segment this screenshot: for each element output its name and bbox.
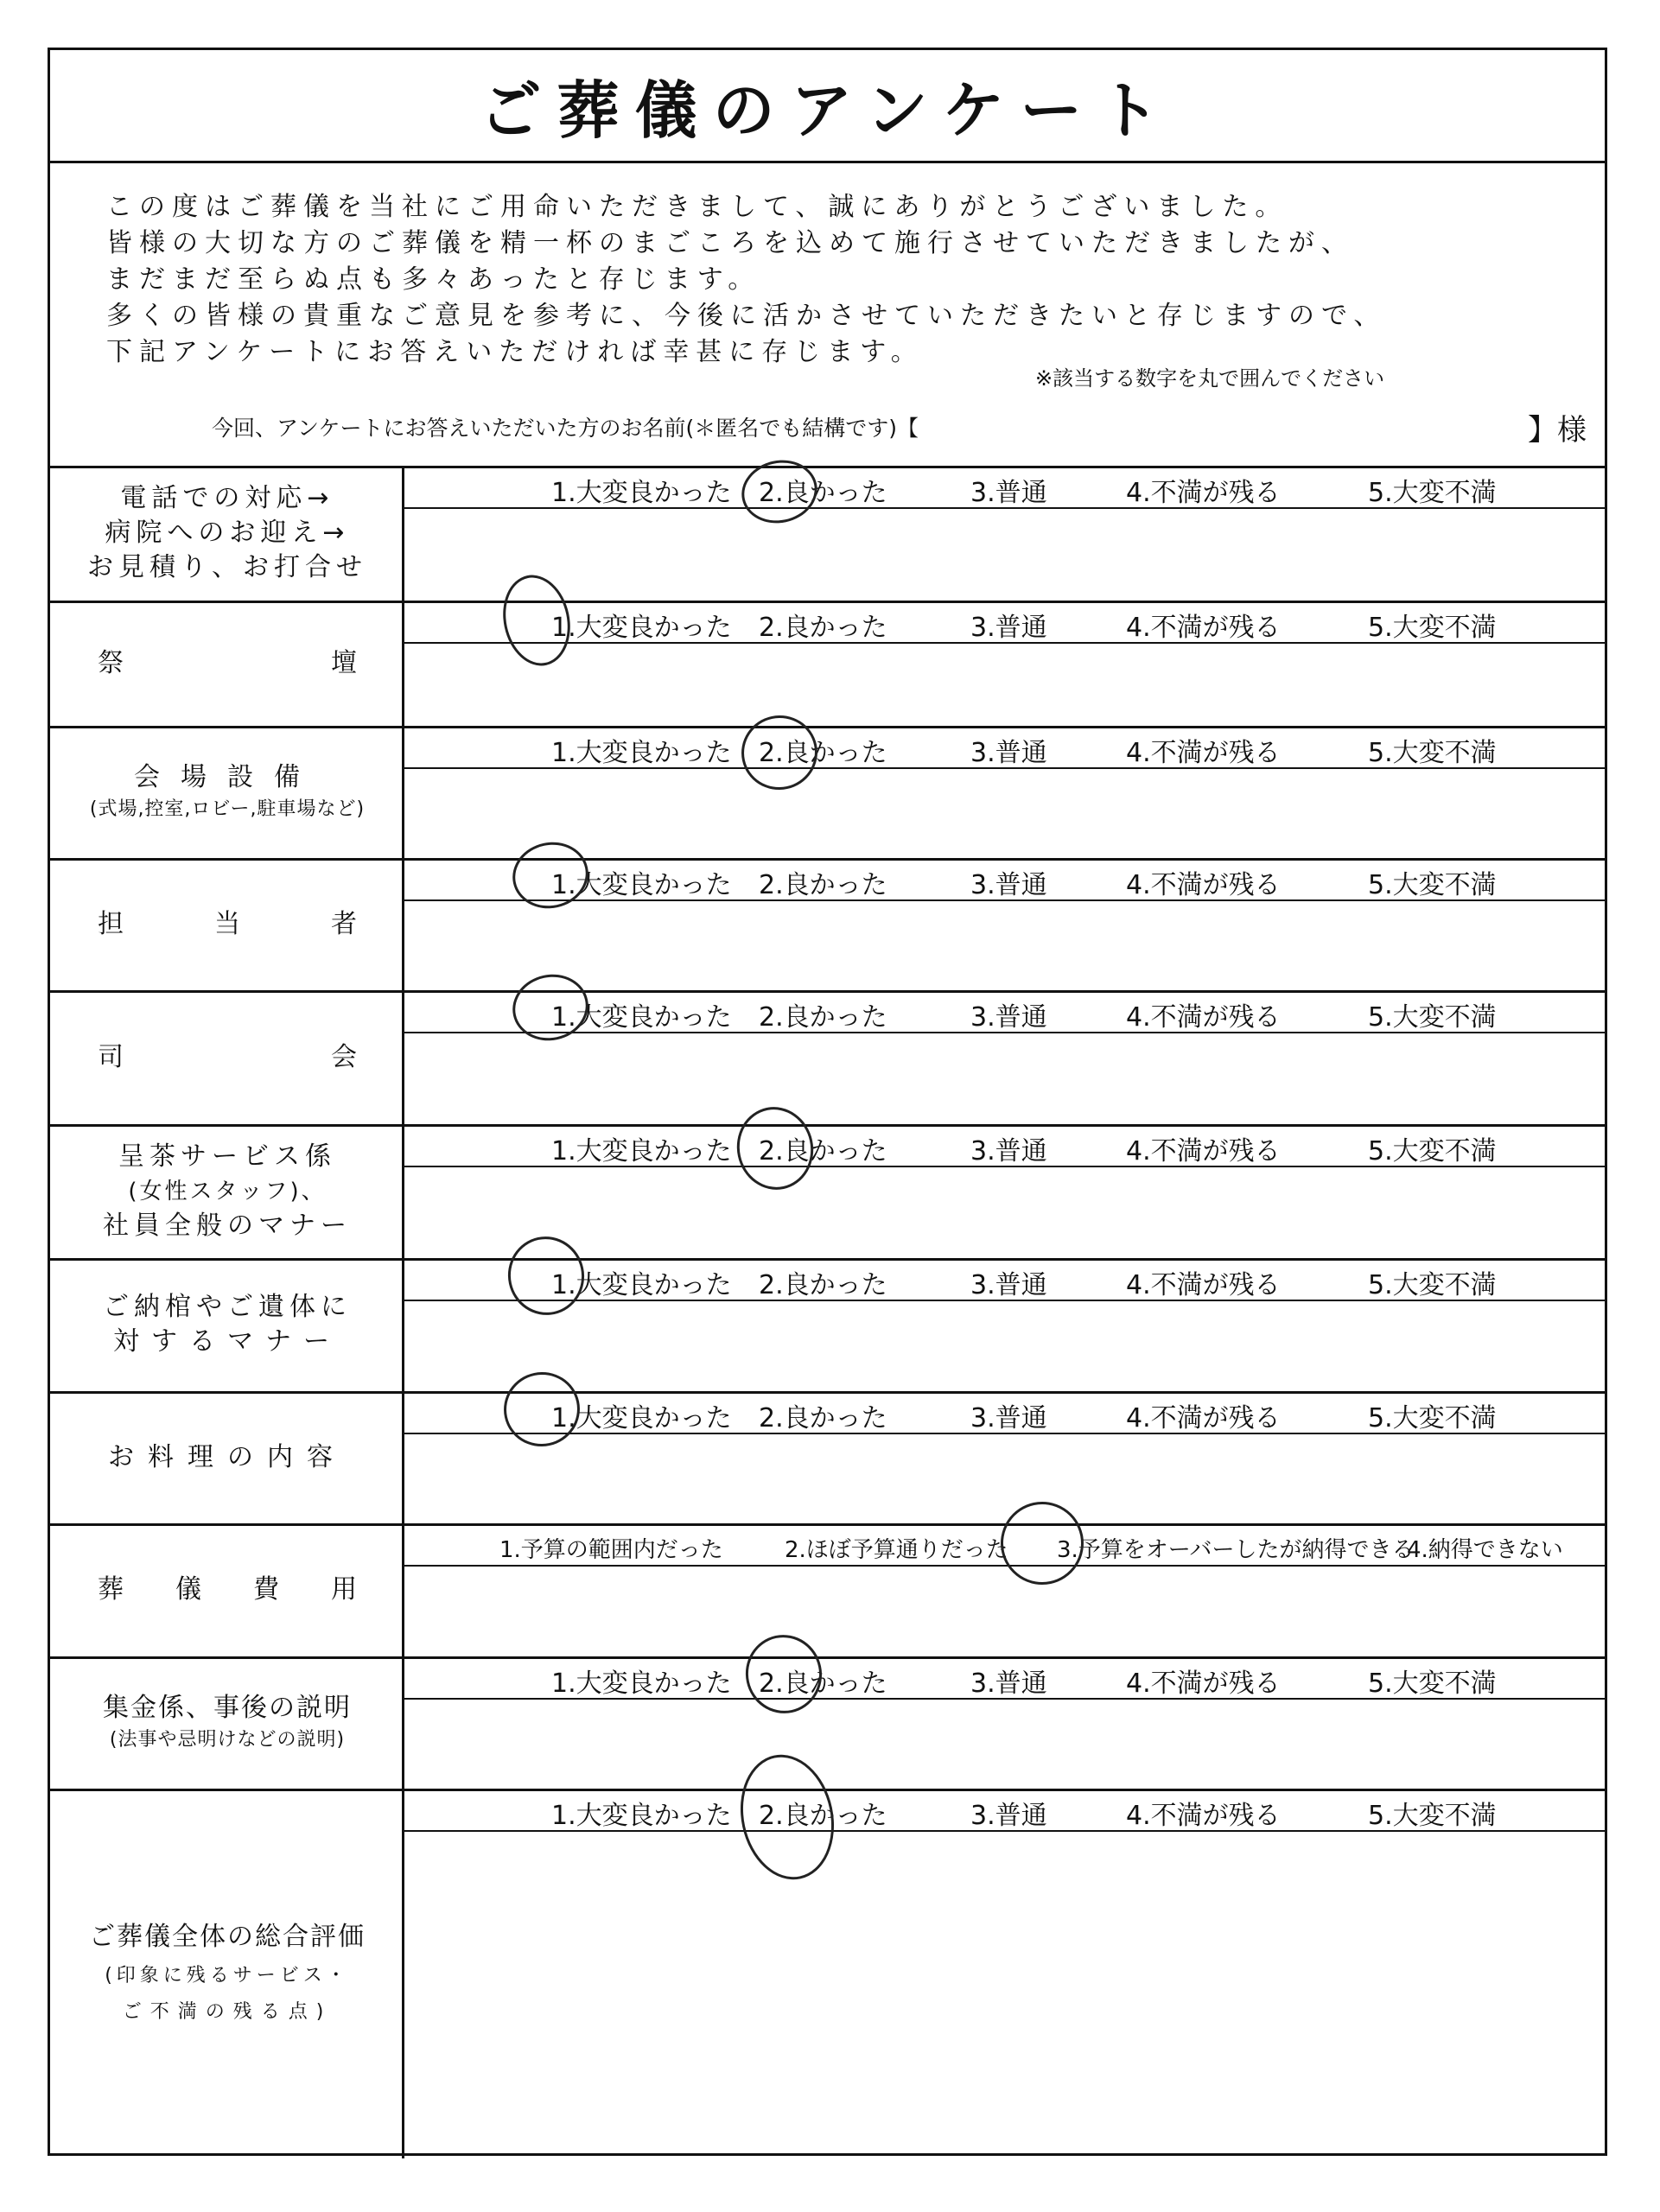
intro-line: この度はご葬儀を当社にご用命いただきまして、誠にありがとうございました。 [106,192,1288,222]
label-line: 対するマナー [113,1326,341,1357]
cost-options [404,1523,1605,1567]
cost-option-2[interactable]: 2.ほぼ予算通りだった [785,1537,1008,1563]
title-box [50,50,1605,163]
label-line: 呈茶サービス係 [118,1141,336,1172]
rating-options [404,1391,1605,1434]
option-1[interactable]: 1.大変良かった [551,738,732,768]
option-5[interactable]: 5.大変不満 [1368,870,1497,900]
page-title: ご葬儀のアンケート [479,74,1176,147]
cost-option-4[interactable]: 4.納得できない [1407,1537,1563,1563]
rating-options [404,1258,1605,1301]
option-4[interactable]: 4.不満が残る [1126,1270,1281,1300]
option-2[interactable]: 2.良かった [759,613,887,643]
option-2[interactable]: 2.良かった [759,1270,887,1300]
option-1[interactable]: 1.大変良かった [551,1136,732,1166]
option-5[interactable]: 5.大変不満 [1368,1403,1497,1433]
label-line: お見積り、お打合せ [87,552,367,582]
label-line: 社員全般のマナー [103,1210,352,1241]
option-4[interactable]: 4.不満が残る [1126,1136,1281,1166]
intro-line: 皆様の大切な方のご葬儀を精一杯のまごころを込めて施行させていただきましたが、 [106,228,1354,258]
label-spread: 葬 儀 費 用 [98,1574,357,1605]
option-5[interactable]: 5.大変不満 [1368,478,1497,508]
option-5[interactable]: 5.大変不満 [1368,1136,1497,1166]
option-2[interactable]: 2.良かった [759,1801,887,1831]
option-5[interactable]: 5.大変不満 [1368,738,1497,768]
option-2[interactable]: 2.良かった [759,1136,887,1166]
option-4[interactable]: 4.不満が残る [1126,1801,1281,1831]
option-1[interactable]: 1.大変良かった [551,1403,732,1433]
label-sub: (印象に残るサービス・ [105,1965,350,1986]
rating-options [404,466,1605,509]
label-column-divider [50,466,404,2158]
option-2[interactable]: 2.良かった [759,1403,887,1433]
label-spread: 祭 壇 [98,647,357,678]
option-4[interactable]: 4.不満が残る [1126,738,1281,768]
option-5[interactable]: 5.大変不満 [1368,1270,1497,1300]
rating-options [404,1656,1605,1700]
option-4[interactable]: 4.不満が残る [1126,613,1281,643]
survey-sheet [48,48,1607,2156]
rating-options [404,726,1605,769]
label-sub: (式場,控室,ロビー,駐車場など) [89,798,366,820]
option-3[interactable]: 3.普通 [970,613,1047,643]
option-1[interactable]: 1.大変良かった [551,870,732,900]
option-1[interactable]: 1.大変良かった [551,613,732,643]
option-4[interactable]: 4.不満が残る [1126,870,1281,900]
label-sub: ご不満の残る点) [122,2001,333,2023]
option-2[interactable]: 2.良かった [759,1669,887,1699]
option-3[interactable]: 3.普通 [970,870,1047,900]
name-prompt: 今回、アンケートにお答えいただいた方のお名前(＊匿名でも結構です)【 [212,416,919,441]
option-5[interactable]: 5.大変不満 [1368,613,1497,643]
label-line: ご納棺やご遺体に [103,1292,352,1322]
option-1[interactable]: 1.大変良かった [551,1801,732,1831]
label-sub: (法事や忌明けなどの説明) [109,1728,346,1751]
intro-line: まだまだ至らぬ点も多々あったと存じます。 [106,264,761,295]
intro-section [50,161,1605,468]
name-close: 】様 [1528,413,1587,448]
label-line: (女性スタッフ)、 [128,1178,327,1205]
option-5[interactable]: 5.大変不満 [1368,1669,1497,1699]
cost-option-3[interactable]: 3.予算をオーバーしたが納得できる [1057,1537,1415,1563]
instruction-note: ※該当する数字を丸で囲んでください [1035,366,1385,391]
option-2[interactable]: 2.良かった [759,870,887,900]
label-line: 集金係、事後の説明 [103,1692,352,1723]
label-spread: 担 当 者 [98,908,357,939]
option-3[interactable]: 3.普通 [970,478,1047,508]
rating-options [404,858,1605,901]
rating-options [404,1124,1605,1167]
intro-line: 多くの皆様の貴重なご意見を参考に、今後に活かさせていただきたいと存じますので、 [106,301,1387,331]
option-3[interactable]: 3.普通 [970,1270,1047,1300]
option-3[interactable]: 3.普通 [970,1669,1047,1699]
option-4[interactable]: 4.不満が残る [1126,478,1281,508]
option-1[interactable]: 1.大変良かった [551,1270,732,1300]
option-3[interactable]: 3.普通 [970,738,1047,768]
option-4[interactable]: 4.不満が残る [1126,1669,1281,1699]
rating-options [404,601,1605,644]
option-5[interactable]: 5.大変不満 [1368,1002,1497,1033]
label-spread: 司 会 [98,1041,357,1072]
option-1[interactable]: 1.大変良かった [551,478,732,508]
option-3[interactable]: 3.普通 [970,1136,1047,1166]
option-4[interactable]: 4.不満が残る [1126,1403,1281,1433]
option-3[interactable]: 3.普通 [970,1403,1047,1433]
intro-line: 下記アンケートにお答えいただければ幸甚に存じます。 [106,337,924,367]
option-4[interactable]: 4.不満が残る [1126,1002,1281,1033]
rating-options [404,1789,1605,1832]
cost-option-1[interactable]: 1.予算の範囲内だった [499,1537,723,1563]
option-5[interactable]: 5.大変不満 [1368,1801,1497,1831]
label-line: 会場設備 [134,761,321,792]
option-3[interactable]: 3.普通 [970,1002,1047,1033]
label-line: 電話での対応→ [120,483,334,513]
option-1[interactable]: 1.大変良かった [551,1669,732,1699]
rating-options [404,990,1605,1033]
label-line: お料理の内容 [108,1441,347,1472]
option-2[interactable]: 2.良かった [759,478,887,508]
label-line: 病院へのお迎え→ [105,518,350,548]
option-2[interactable]: 2.良かった [759,738,887,768]
label-line: ご葬儀全体の総合評価 [89,1922,366,1952]
option-2[interactable]: 2.良かった [759,1002,887,1033]
option-3[interactable]: 3.普通 [970,1801,1047,1831]
option-1[interactable]: 1.大変良かった [551,1002,732,1033]
